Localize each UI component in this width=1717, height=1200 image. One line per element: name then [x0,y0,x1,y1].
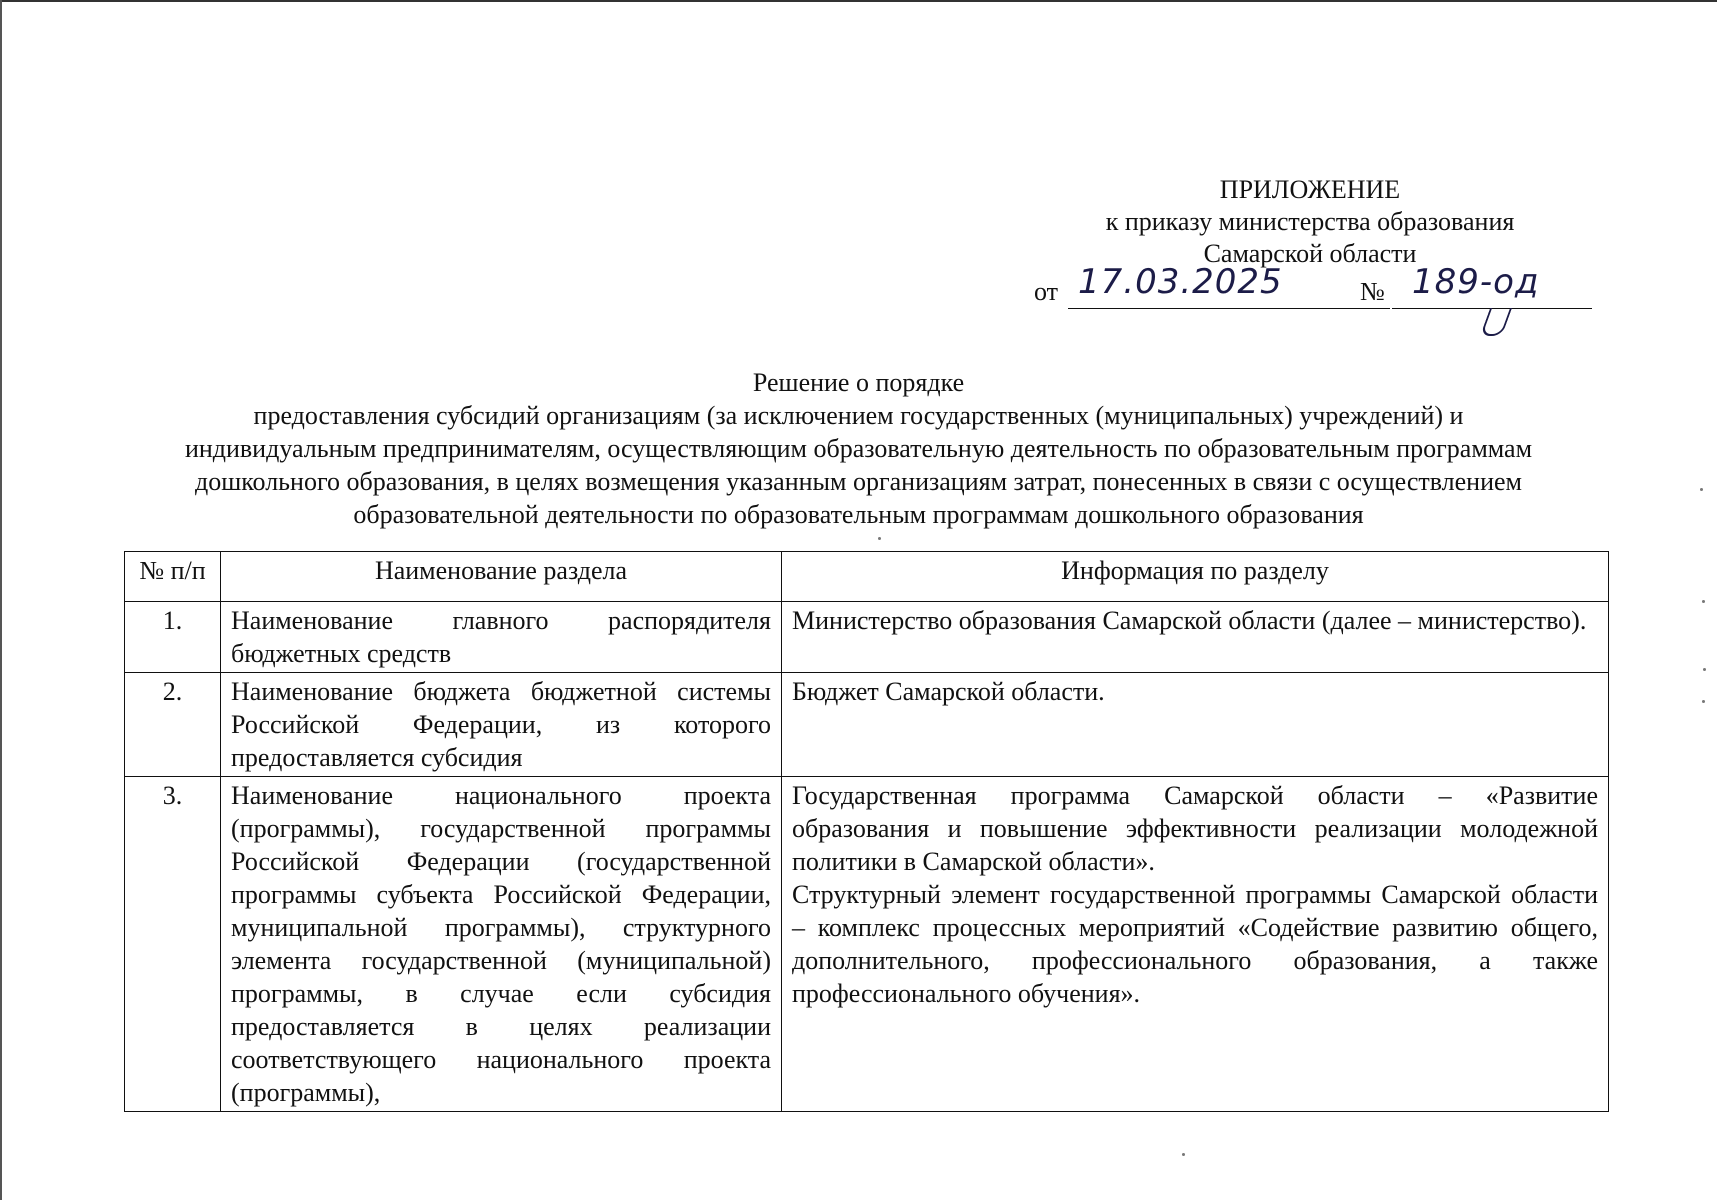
scan-speck [1182,1153,1185,1156]
order-date-number-line [1030,262,1590,312]
title-line-1: Решение о порядке [752,368,965,397]
appendix-line-1: к приказу министерства образования [1105,207,1515,236]
scan-speck [878,537,881,540]
title-line-2: предоставления субсидий организациям (за исключением государственных (муниципальных) учреждений) и [253,401,1464,430]
scan-speck [1702,700,1705,703]
date-label: от [1034,277,1059,306]
header-number: № п/п [125,552,221,602]
row-number: 3. [125,777,221,1112]
table-row [125,602,1609,673]
row-section-name: Наименование национального проекта (программы), государственной программы Российской Федерации (государственной программы субъекта Российской Федерации, муниципальной программы), структурного элемента государственной (муниципальной) программы, в случае если субсидия предоставляется в целях реализации соответствующего национального проекта (программы), [221,777,782,1112]
scan-edge-left [0,0,2,1200]
title-line-3: индивидуальным предпринимателям, осуществляющим образовательную деятельность по образовательным программам [184,434,1533,463]
scan-speck [1700,488,1703,491]
scan-speck [1702,600,1705,603]
row-number: 1. [125,602,221,673]
document-title [110,366,1607,531]
appendix-title: ПРИЛОЖЕНИЕ [1219,175,1401,204]
row-section-info [782,673,1609,777]
info-paragraph: Бюджет Самарской области. [792,677,1105,706]
row-number: 2. [125,673,221,777]
table-row [125,777,1609,1112]
info-paragraph: Государственная программа Самарской области – «Развитие образования и повышение эффективности реализации молодежной политики в Самарской области». [792,781,1598,876]
row-section-info [782,777,1609,1112]
row-section-info [782,602,1609,673]
row-section-name: Наименование главного распорядителя бюджетных средств [221,602,782,673]
table-header-row [125,552,1609,602]
number-label: № [1360,277,1385,306]
date-handwritten: 17.03.2025 [1078,262,1283,302]
handwriting-tail-mark [1480,308,1512,336]
info-paragraph: Структурный элемент государственной программы Самарской области – комплекс процессных мероприятий «Содействие развитию общего, дополнительного, профессионального образования, а также профессионального обучения». [792,880,1598,1008]
header-section-name: Наименование раздела [221,552,782,602]
header-section-info: Информация по разделу [782,552,1609,602]
scan-edge-top [0,0,1717,2]
appendix-line-2: Самарской области [1203,239,1417,268]
appendix-block [1030,174,1590,312]
info-paragraph: Министерство образования Самарской области (далее – министерство). [792,606,1587,635]
number-handwritten: 189-од [1412,262,1540,302]
row-section-name: Наименование бюджета бюджетной системы Российской Федерации, из которого предоставляется субсидия [221,673,782,777]
sections-table [124,551,1609,1112]
title-line-4: дошкольного образования, в целях возмещения указанным организациям затрат, понесенных в связи с осуществлением [194,467,1522,496]
scan-speck [1703,668,1706,671]
date-underline [1068,308,1390,309]
table-row [125,673,1609,777]
title-line-5: образовательной деятельности по образовательным программам дошкольного образования [353,500,1364,529]
